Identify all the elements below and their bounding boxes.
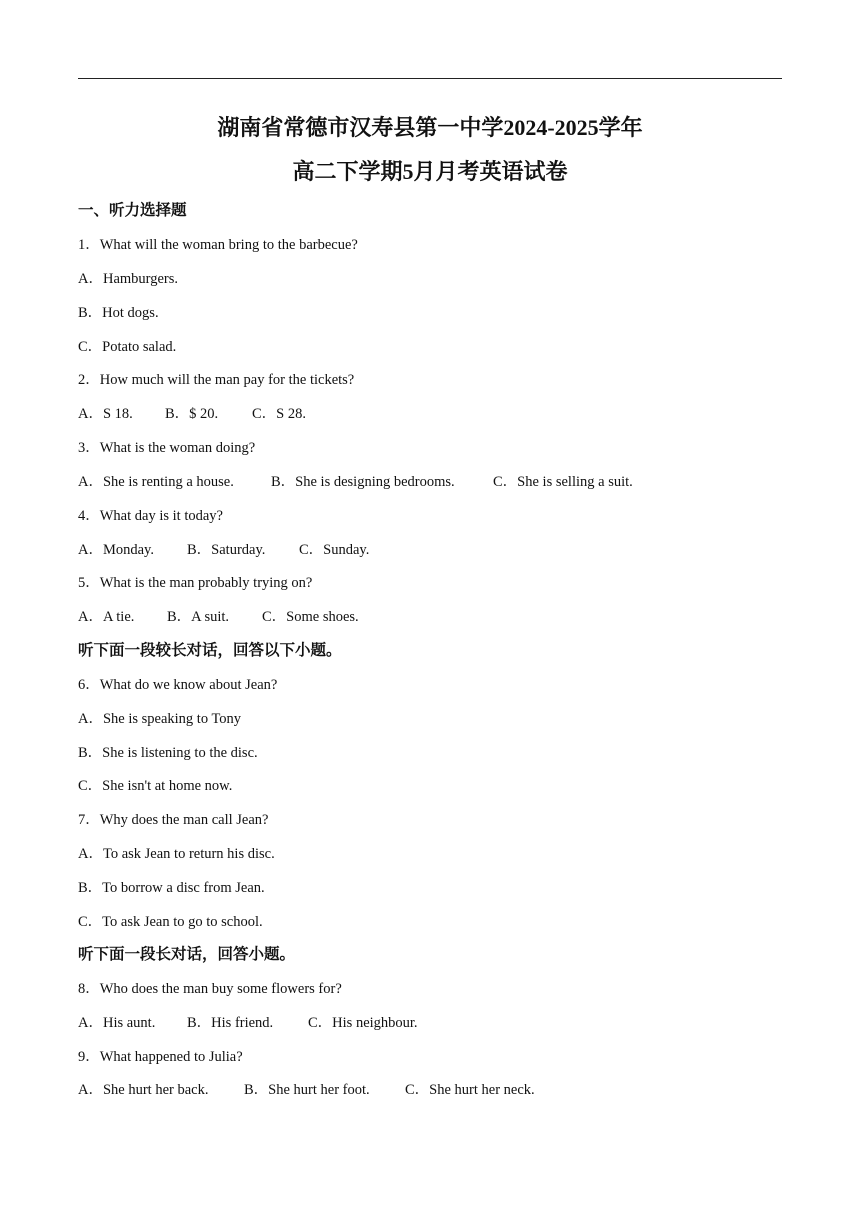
question-2: 2．How much will the man pay for the tickets? [78,372,355,388]
q9-option-c: C．She hurt her neck. [405,1082,535,1098]
q2-options [78,404,306,424]
q7-option-c: C．To ask Jean to go to school. [78,914,263,930]
header-rule [78,78,782,79]
q4-option-a: A．Monday. [78,542,154,558]
q4-option-b: B．Saturday. [187,542,266,558]
q8-option-b: B．His friend. [187,1015,274,1031]
q5-options [78,607,359,627]
q8-option-c: C．His neighbour. [308,1015,418,1031]
q6-option-b: B．She is listening to the disc. [78,745,258,761]
q2-option-a: A．S 18. [78,406,133,422]
question-6: 6．What do we know about Jean? [78,677,278,693]
sub-heading-dialogue-2: 听下面一段长对话，回答小题。 [78,946,296,963]
q3-option-c: C．She is selling a suit. [493,474,633,490]
q6-option-a: A．She is speaking to Tony [78,711,242,727]
question-3: 3．What is the woman doing? [78,440,256,456]
q1-option-c: C．Potato salad. [78,339,177,355]
q4-option-c: C．Sunday. [299,542,370,558]
q3-options [78,472,633,492]
q9-option-b: B．She hurt her foot. [244,1082,370,1098]
q4-options [78,540,369,560]
section-heading: 一、听力选择题 [78,202,187,219]
q5-option-b: B．A suit. [167,609,230,625]
q8-option-a: A．His aunt. [78,1015,156,1031]
question-5: 5．What is the man probably trying on? [78,575,313,591]
exam-title-line2: 高二下学期5月月考英语试卷 [292,159,568,184]
question-8: 8．Who does the man buy some flowers for? [78,981,342,997]
q5-option-a: A．A tie. [78,609,135,625]
q2-option-c: C．S 28. [252,406,306,422]
sub-heading-dialogue-1: 听下面一段较长对话，回答以下小题。 [78,642,342,659]
exam-title-line1: 湖南省常德市汉寿县第一中学2024-2025学年 [217,115,643,140]
question-4: 4．What day is it today? [78,508,223,524]
q9-option-a: A．She hurt her back. [78,1082,209,1098]
question-1: 1．What will the woman bring to the barbecue? [78,237,358,253]
q5-option-c: C．Some shoes. [262,609,359,625]
q2-option-b: B．$ 20. [165,406,219,422]
q7-option-b: B．To borrow a disc from Jean. [78,880,265,896]
q3-option-a: A．She is renting a house. [78,474,234,490]
q3-option-b: B．She is designing bedrooms. [271,474,455,490]
q9-options [78,1080,535,1100]
q1-option-b: B．Hot dogs. [78,305,159,321]
q6-option-c: C．She isn't at home now. [78,778,233,794]
q1-option-a: A．Hamburgers. [78,271,179,287]
q8-options [78,1013,418,1033]
q7-option-a: A．To ask Jean to return his disc. [78,846,275,862]
question-7: 7．Why does the man call Jean? [78,812,269,828]
question-9: 9．What happened to Julia? [78,1049,243,1065]
